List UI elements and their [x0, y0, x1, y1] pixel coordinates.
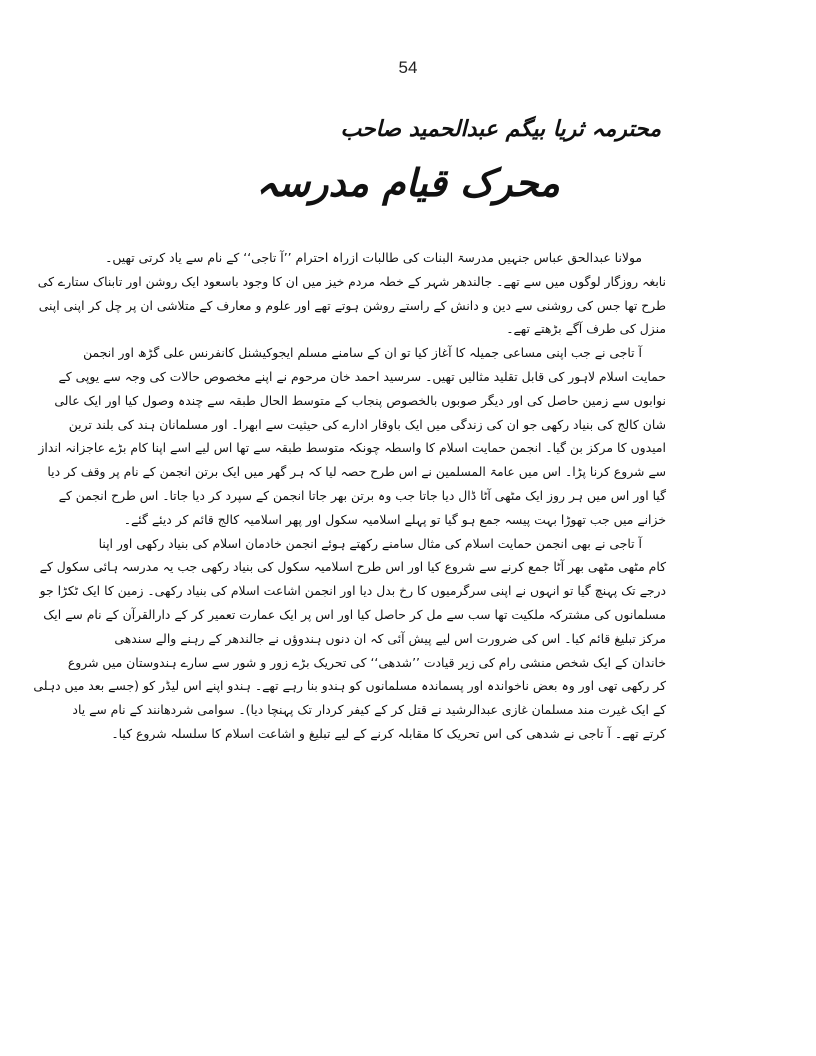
paragraph: [37, 246, 666, 341]
text-line: منزل کی طرف آگے بڑھتے تھے۔: [506, 321, 666, 337]
paragraph: [33, 532, 666, 746]
text-line: نابغہ روزگار لوگوں میں سے تھے۔ جالندھر شہر کے خطہ مردم خیز میں ان کا وجود باسعود ایک روشن اور تابناک ستارے کی: [37, 273, 666, 289]
text-line: درجے تک پہنچ گیا تو انہوں نے اپنی سرگرمیوں کا رخ بدل دیا اور انجمن اشاعت اسلام کی بنیاد رکھی۔ زمین کا ایک ٹکڑا جو: [39, 583, 666, 599]
text-line: خاندان کے ایک شخص منشی رام کی زیر قیادت ’’شدھی‘‘ کی تحریک بڑے زور و شور سے سارے ہندوستان میں شروع: [67, 654, 666, 670]
text-line: شان کالج کی بنیاد رکھی جو ان کی زندگی میں ایک باوقار ادارے کی حیثیت سے ابھرا۔ اور مسلمانان ہند کی بلند ترین: [68, 416, 666, 432]
text-line: طرح تھا جس کی روشنی سے دین و دانش کے راستے روشن ہوتے تھے اور علوم و معارف کے متلاشی ان پر چل کر اپنی اپنی: [38, 297, 666, 313]
text-line: مرکز تبلیغ قائم کیا۔ اس کی ضرورت اس لیے پیش آئی کہ ان دنوں ہندوؤں نے جالندھر کے رہنے والے سندھی: [114, 630, 666, 646]
author-name: محترمہ ثریا بیگم عبدالحمید صاحب: [340, 116, 661, 142]
text-line: امیدوں کا مرکز بن گیا۔ انجمن حمایت اسلام کا واسطہ چونکہ متوسط طبقہ سے تھا اس لیے اسے اپنا کام بڑے عاجزانہ انداز: [38, 440, 666, 456]
text-line: مسلمانوں کی مشترکہ ملکیت تھا سب سے مل کر حاصل کیا اور اس پر ایک عمارت تعمیر کر کے دارالقرآن کے نام سے ایک: [43, 606, 666, 622]
text-line: حمایت اسلام لاہور کی قابل تقلید مثالیں تھیں۔ سرسید احمد خان مرحوم نے اپنے مخصوص حالات کی وجہ سے یوپی کے: [58, 368, 666, 384]
text-line: کر رکھی تھی اور وہ بعض ناخواندہ اور پسماندہ مسلمانوں کو ہندو بنا رہے تھے۔ ہندو اپنے اس لیڈر کو (جسے بعد میں دہلی: [33, 678, 666, 694]
text-line: کے ایک غیرت مند مسلمان غازی عبدالرشید نے قتل کر کے کیفر کردار تک پہنچا دیا)۔ سوامی شردھانند کے نام سے یاد: [72, 702, 666, 718]
text-line: آ تاجی نے جب اپنی مساعی جمیلہ کا آغاز کیا تو ان کے سامنے مسلم ایجوکیشنل کانفرنس علی گڑھ اور انجمن: [83, 345, 642, 361]
text-line: کام مٹھی مٹھی بھر آٹا جمع کرنے سے شروع کیا اور اس طرح اسلامیہ سکول کی بنیاد رکھی جب یہ مدرسہ ہائی سکول کے: [39, 559, 666, 575]
page-title: محرک قیام مدرسہ: [256, 160, 560, 205]
text-line: سے شروع کرنا پڑا۔ اس میں عامۃ المسلمین نے اس طرح حصہ لیا کہ ہر گھر میں ایک برتن انجمن کے نام پر وقف کر دیا: [47, 464, 666, 480]
text-line: نوابوں سے زمین حاصل کی اور دیگر صوبوں بالخصوص پنجاب کے متوسط الحال طبقہ سے چندہ وصول کیا اور ایک عالی: [54, 392, 666, 408]
article-body: [33, 246, 666, 746]
text-line: آ تاجی نے بھی انجمن حمایت اسلام کی مثال سامنے رکھتے ہوئے انجمن خادمان اسلام کی بنیاد رکھی اور اپنا: [98, 535, 642, 551]
text-line: کرتے تھے۔ آ تاجی نے شدھی کی اس تحریک کا مقابلہ کرنے کے لیے تبلیغ و اشاعت اسلام کا سلسلہ شروع کیا۔: [111, 725, 666, 741]
page-number: 54: [398, 58, 418, 77]
text-line: مولانا عبدالحق عباس جنہیں مدرسۃ البنات کی طالبات ازراہ احترام ’’آ تاجی‘‘ کے نام سے یاد کرتی تھیں۔: [105, 250, 642, 265]
text-line: خزانے میں جب تھوڑا بہت پیسہ جمع ہو گیا تو پہلے اسلامیہ سکول اور پھر اسلامیہ کالج قائم کر دیئے گئے۔: [123, 511, 666, 527]
paragraph: [38, 341, 666, 531]
text-line: گیا اور اس میں ہر روز ایک مٹھی آٹا ڈال دیا جاتا جب وہ برتن بھر جاتا انجمن کے سپرد کر دیا جاتا۔ اس طرح انجمن کے: [58, 487, 666, 503]
